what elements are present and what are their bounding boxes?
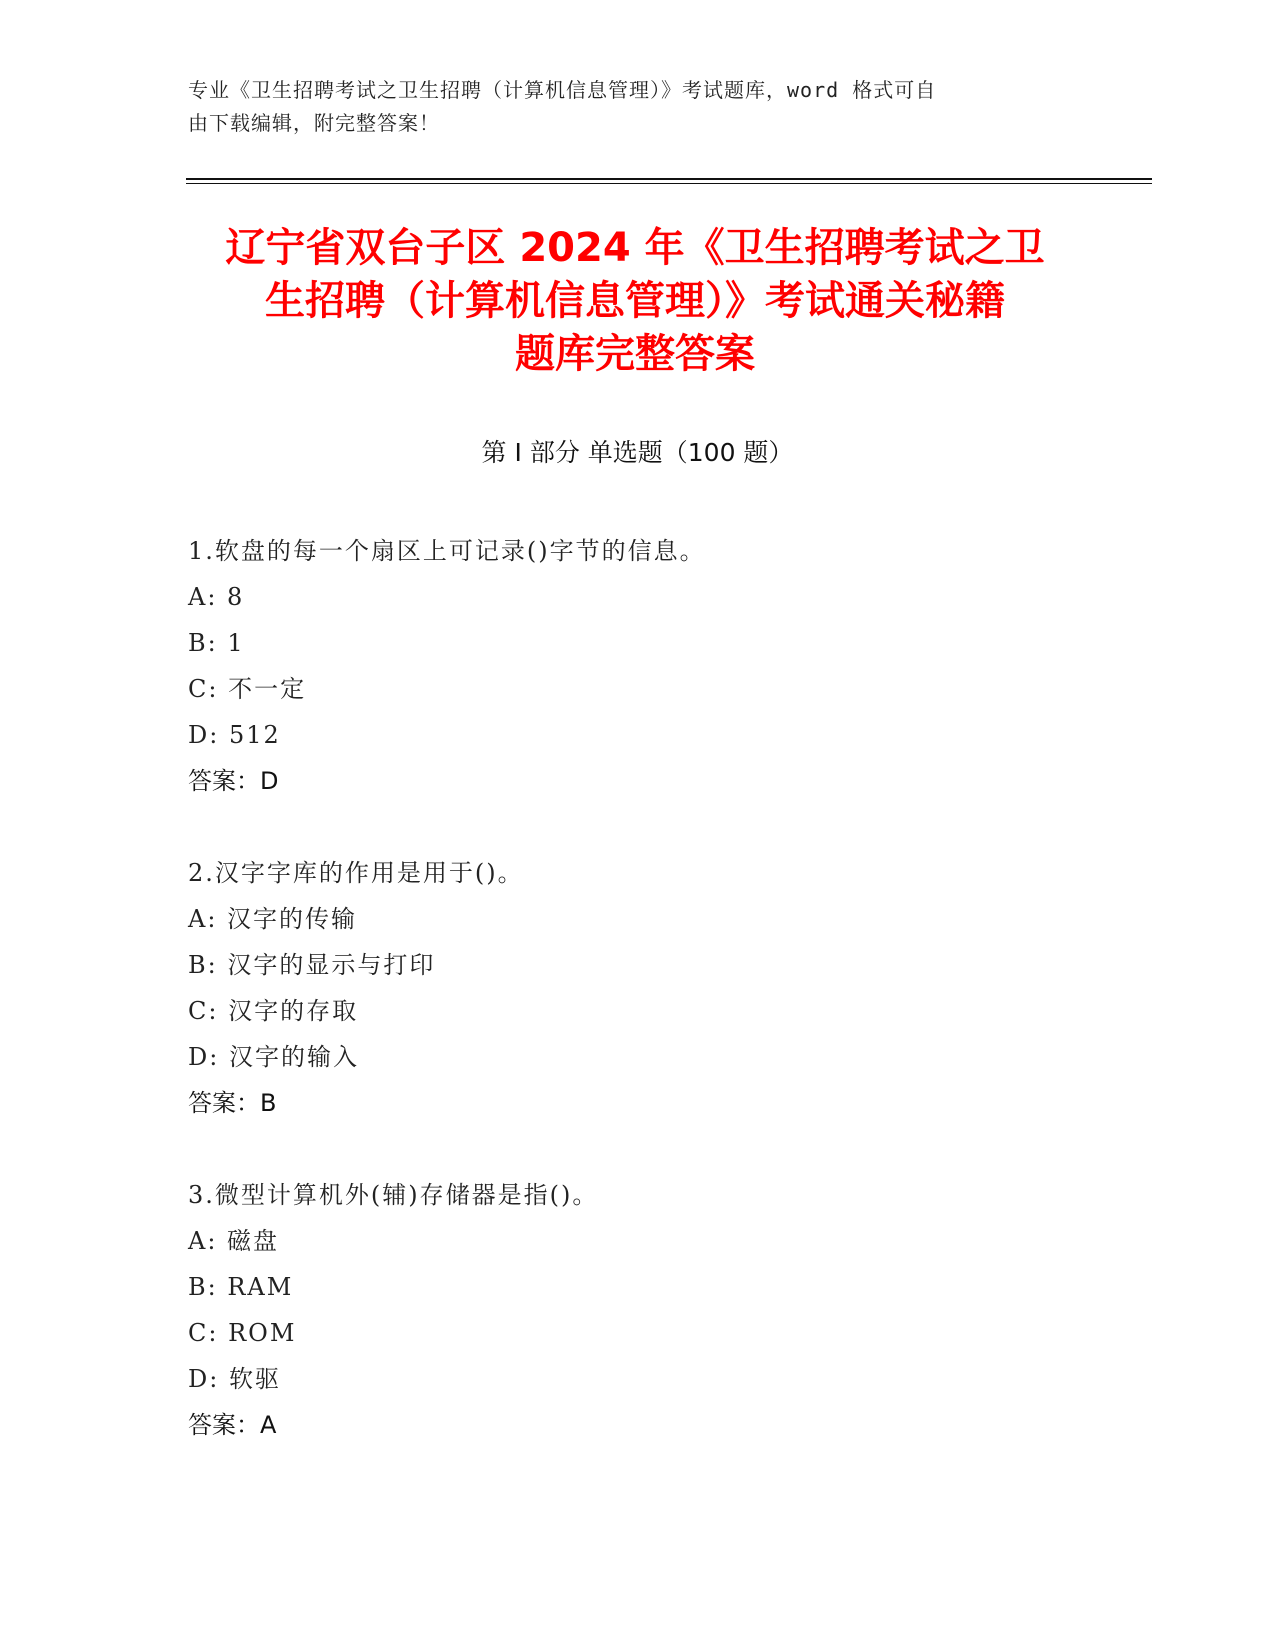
answer: 答案：D bbox=[188, 767, 279, 795]
question-list bbox=[188, 528, 1088, 1494]
option-a: A: 汉字的传输 bbox=[188, 905, 358, 933]
question-3 bbox=[188, 1172, 1088, 1448]
option-d: D: 512 bbox=[188, 721, 281, 749]
question-stem: 2.汉字字库的作用是用于()。 bbox=[188, 859, 524, 887]
header-note-line-2: 由下载编辑，附完整答案！ bbox=[188, 111, 440, 135]
option-c: C: 汉字的存取 bbox=[188, 997, 359, 1025]
document-title-line-1: 辽宁省双台子区 2024 年《卫生招聘考试之卫 bbox=[225, 225, 1045, 271]
question-stem: 3.微型计算机外(辅)存储器是指()。 bbox=[188, 1181, 599, 1209]
question-2 bbox=[188, 850, 1088, 1126]
option-d: D: 软驱 bbox=[188, 1365, 281, 1393]
option-b: B: RAM bbox=[188, 1273, 294, 1301]
question-1 bbox=[188, 528, 1088, 804]
option-d: D: 汉字的输入 bbox=[188, 1043, 359, 1071]
header-rule-thick bbox=[186, 178, 1152, 180]
option-c: C: ROM bbox=[188, 1319, 297, 1347]
header-rule-thin bbox=[186, 183, 1152, 184]
document-title bbox=[180, 222, 1090, 381]
option-b: B: 1 bbox=[188, 629, 245, 657]
question-stem: 1.软盘的每一个扇区上可记录()字节的信息。 bbox=[188, 537, 706, 565]
answer: 答案：A bbox=[188, 1411, 277, 1439]
answer: 答案：B bbox=[188, 1089, 277, 1117]
header-note-line-1: 专业《卫生招聘考试之卫生招聘（计算机信息管理）》考试题库，word 格式可自 bbox=[188, 78, 937, 102]
document-title-line-3: 题库完整答案 bbox=[515, 331, 755, 377]
option-b: B: 汉字的显示与打印 bbox=[188, 951, 436, 979]
document-title-line-2: 生招聘（计算机信息管理）》考试通关秘籍 bbox=[265, 278, 1005, 324]
header-note bbox=[188, 74, 1088, 140]
option-a: A: 磁盘 bbox=[188, 1227, 280, 1255]
option-c: C: 不一定 bbox=[188, 675, 307, 703]
section-title: 第 I 部分 单选题（100 题） bbox=[481, 438, 794, 467]
option-a: A: 8 bbox=[188, 583, 245, 611]
